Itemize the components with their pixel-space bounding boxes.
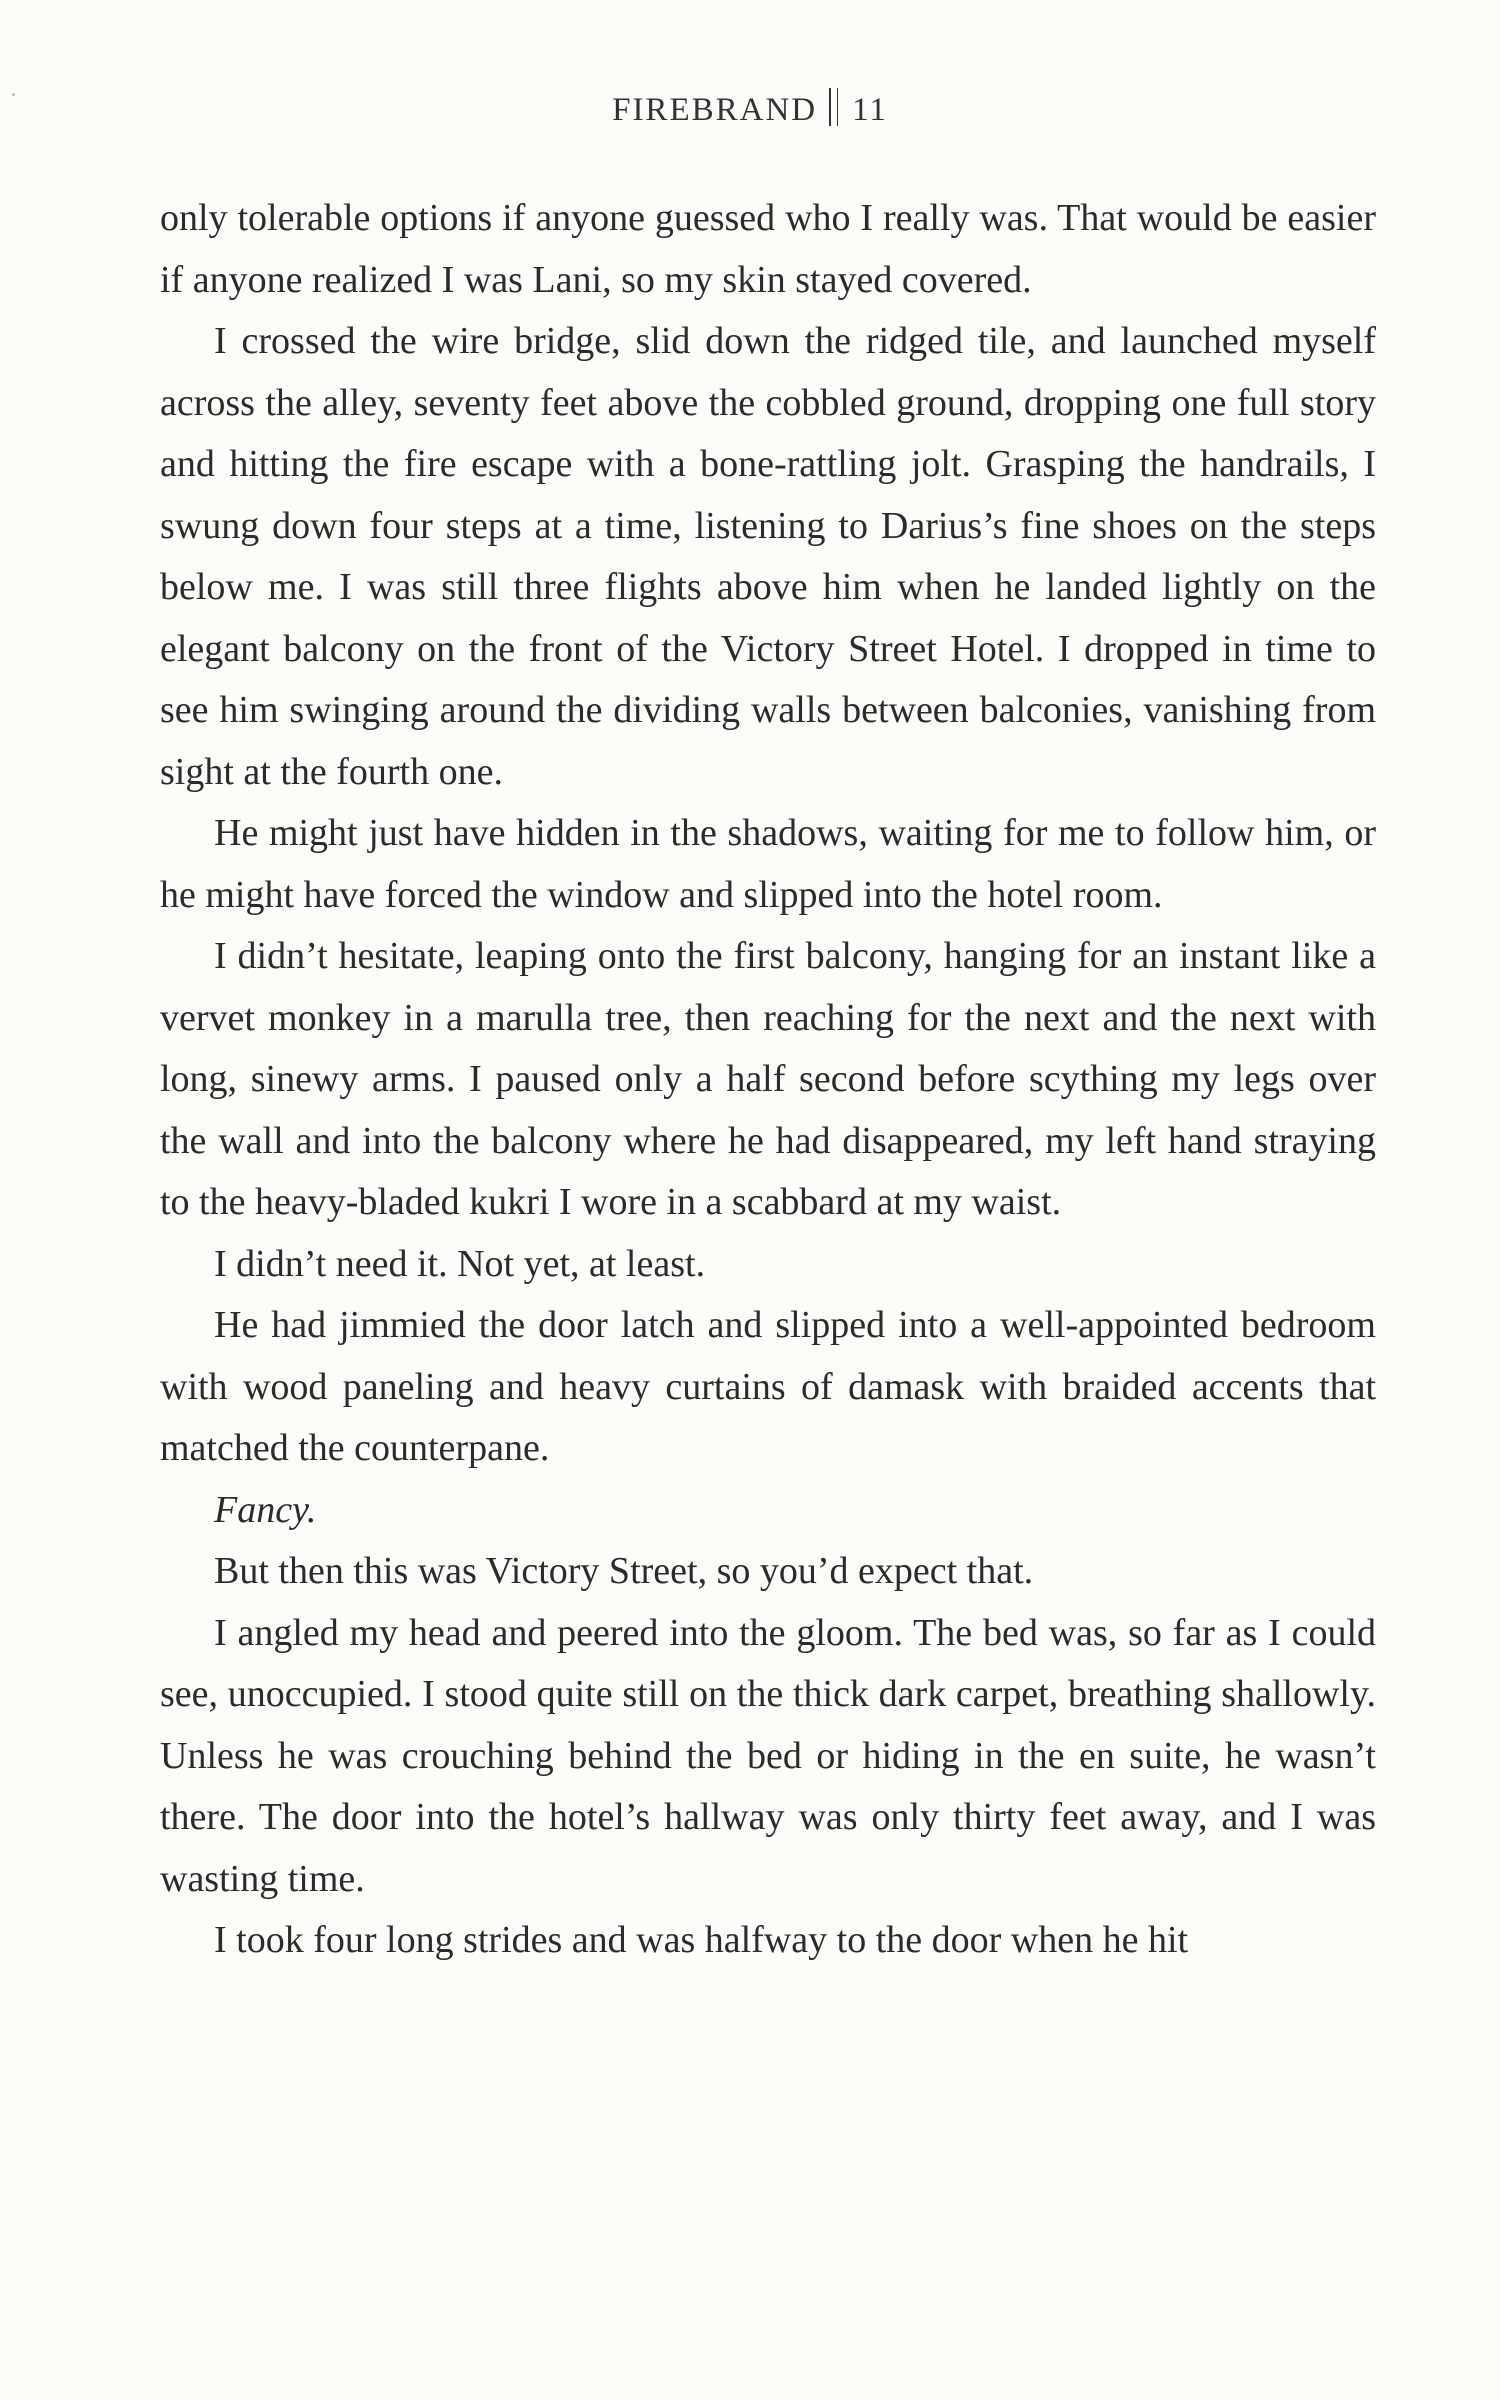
page-number: 11 [852,92,888,128]
running-head [0,88,1500,129]
paragraph: But then this was Victory Street, so you’d expect that. [214,1550,1034,1592]
paragraph: He had jimmied the door latch and slipped into a well-appointed bedroom with wood paneling and heavy curtains of damask with braided accents that matched the counterpane. [160,1304,1376,1469]
paragraph-italic: Fancy. [214,1488,317,1531]
paragraph: I crossed the wire bridge, slid down the ridged tile, and launched myself across the alley, seventy feet above the cobbled ground, dropping one full story and hitting the fire escape with a bone-rattling jolt. Grasping the handrails, I swung down four steps at a time, listening to Darius’s fine shoes on the steps below me. I was still three flights above him when he landed lightly on the elegant balcony on the front of the Victory Street Hotel. I dropped in time to see him swinging around the dividing walls between balconies, vanishing from sight at the fourth one. [160,320,1376,793]
book-title: FIREBRAND [612,92,818,128]
header-rule-thin [837,88,838,126]
body-text [160,188,1376,1972]
paragraph: He might just have hidden in the shadows, waiting for me to follow him, or he might have forced the window and slipped into the hotel room. [160,812,1376,916]
paragraph: I took four long strides and was halfway to the door when he hit [214,1919,1189,1961]
paragraph: I didn’t hesitate, leaping onto the first balcony, hanging for an instant like a vervet monkey in a marulla tree, then reaching for the next and the next with long, sinewy arms. I paused only a half second before scything my legs over the wall and into the balcony where he had disappeared, my left hand straying to the heavy-bladed kukri I wore in a scabbard at my waist. [160,935,1376,1223]
paragraph: I didn’t need it. Not yet, at least. [214,1242,706,1285]
paragraph: I angled my head and peered into the gloom. The bed was, so far as I could see, unoccupied. I stood quite still on the thick dark carpet, breathing shallowly. Unless he was crouching behind the bed or hiding in the en suite, he wasn’t there. The door into the hotel’s hallway was only thirty feet away, and I was wasting time. [160,1611,1376,1900]
header-rule [829,88,831,126]
paragraph: only tolerable options if anyone guessed who I really was. That would be easier if anyone realized I was Lani, so my skin stayed covered. [160,197,1376,301]
